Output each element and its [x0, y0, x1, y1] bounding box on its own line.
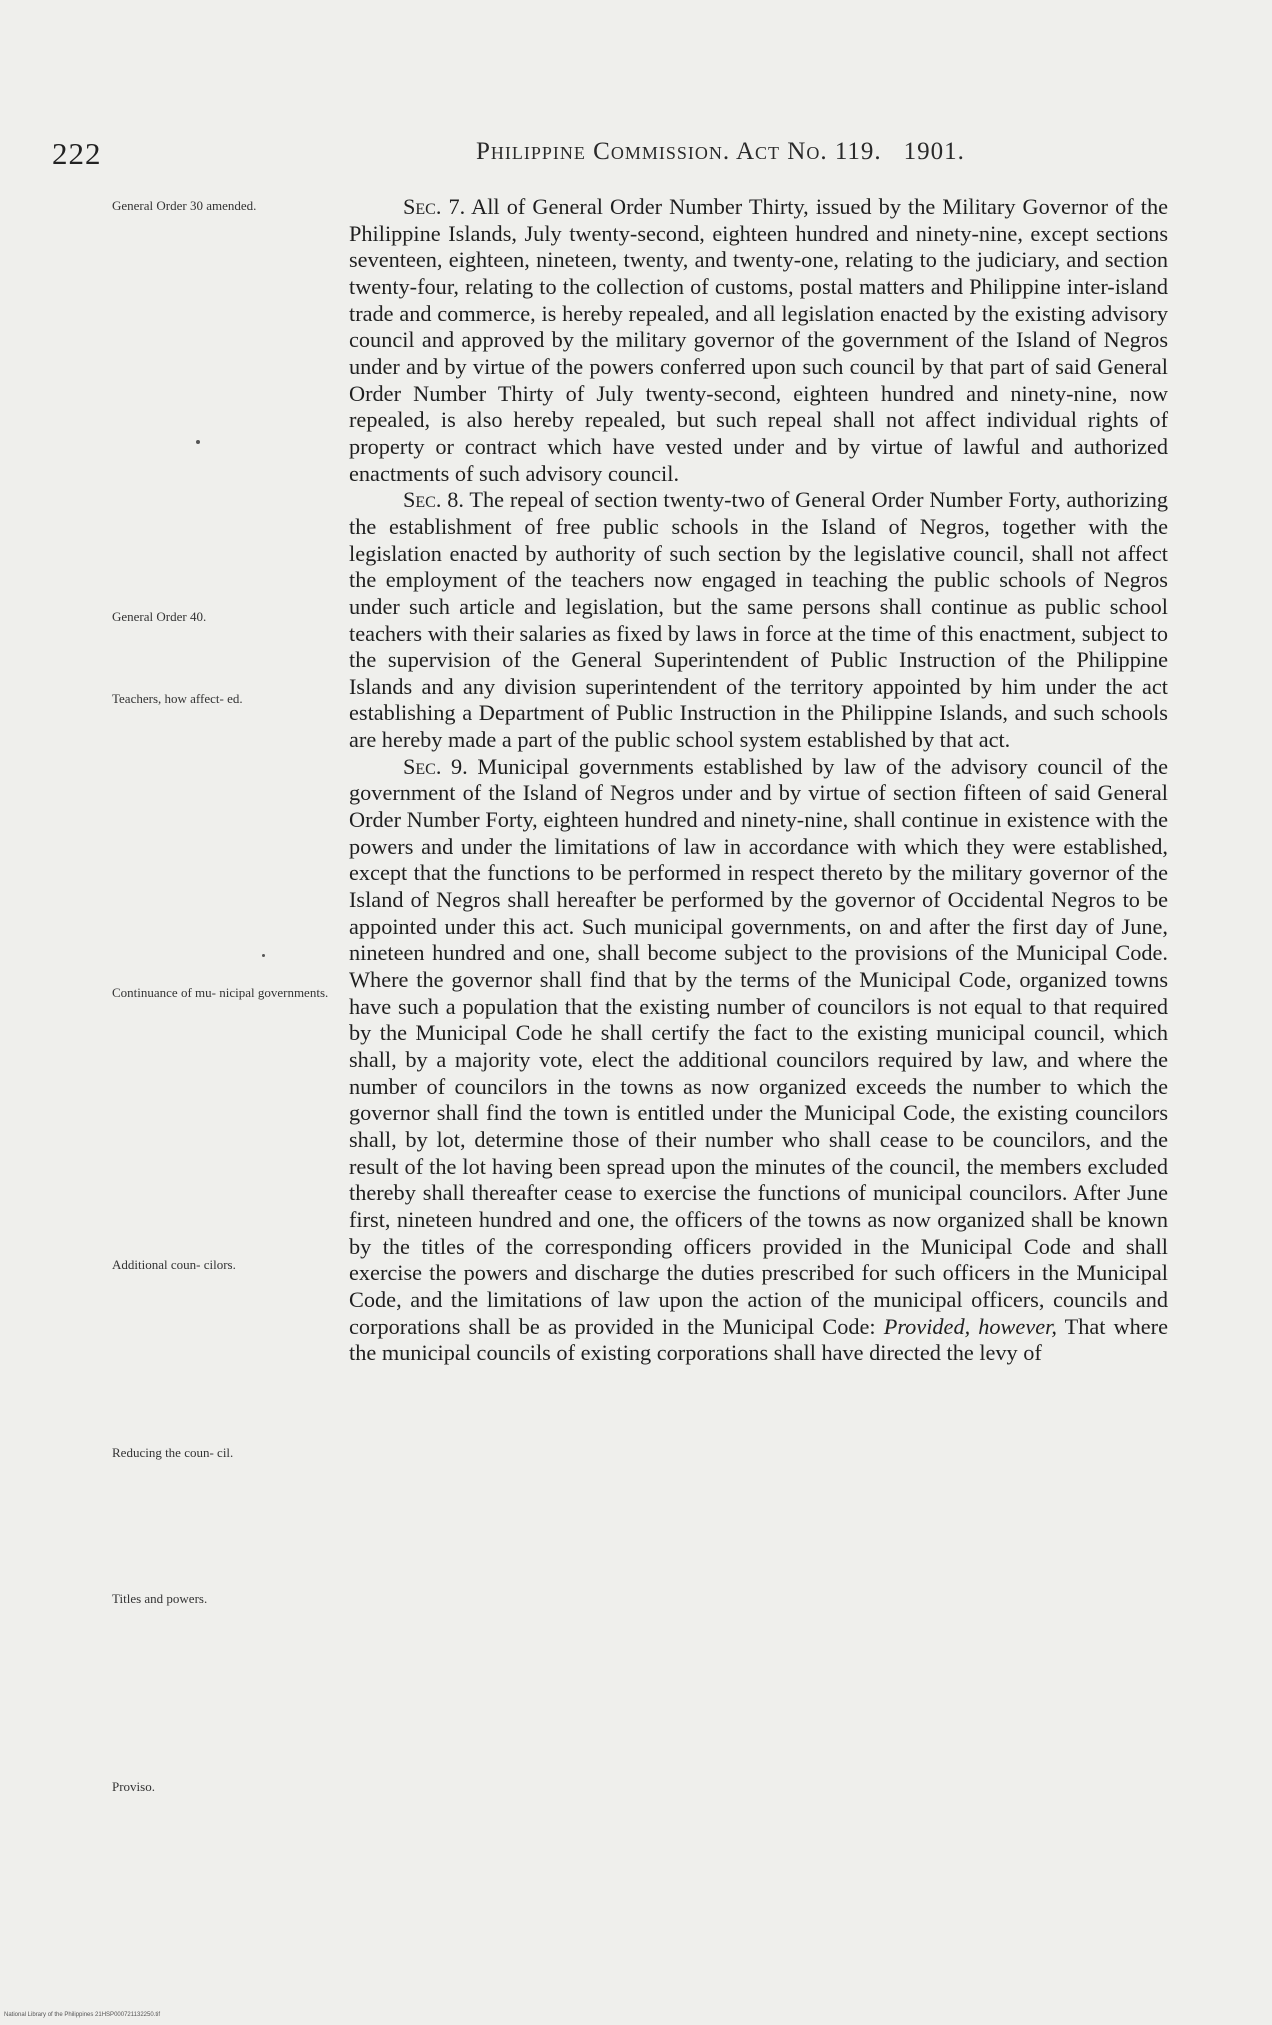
margin-note-general-order-30: General Order 30 amended. [112, 198, 257, 213]
section-7 [349, 194, 1168, 487]
footer-credit: National Library of the Philippines 21HSP000721132250.tif [4, 2012, 160, 2018]
scan-speck [196, 440, 200, 444]
scan-speck [262, 954, 265, 957]
section-9-text-continued: That where the municipal councils of existing corporations shall have directed the levy of [349, 1313, 1169, 1366]
margin-note-titles-powers: Titles and powers. [112, 1591, 208, 1606]
margin-note-general-order-40: General Order 40. [112, 609, 207, 624]
section-9-proviso-italic: Provided, however, [883, 1313, 1057, 1339]
section-9-text: Municipal governments established by law of the advisory council of the government of the Island of Negros under and by virtue of section fifteen of said General Order Number Forty, eighteen hundred and ninety-nine, shall continue in existence with the powers and under the limitations of law in accordance with which they were established, except that the functions to be performed in respect thereto by the military governor of the Island of Negros shall hereafter be performed by the governor of Occidental Negros to be appointed under this act. Such municipal governments, on and after the first day of June, nineteen hundred and one, shall become subject to the provisions of the Municipal Code. Where the governor shall find that by the terms of the Municipal Code, organized towns have such a population that the existing number of councilors is not equal to that required by the Municipal Code he shall certify the fact to the existing municipal council, which shall, by a majority vote, elect the additional councilors required by law, and where the number of councilors in the towns as now organized exceeds the number to which the governor shall find the town is entitled under the Municipal Code, the existing councilors shall, by lot, determine those of their number who shall cease to be councilors, and the result of the lot having been spread upon the minutes of the council, the members excluded thereby shall thereafter cease to exercise the functions of municipal councilors. After June first, nineteen hundred and one, the officers of the towns as now organized shall be known by the titles of the corresponding officers provided in the Municipal Code and shall exercise the powers and discharge the duties prescribed for such officers in the Municipal Code, and the limitations of law upon the action of the municipal officers, councils and corporations shall be as provided in the Municipal Code: [349, 753, 1169, 1339]
section-7-text: All of General Order Number Thirty, issued by the Military Governor of the Philippine Islands, July twenty-second, eighteen hundred and ninety-nine, except sections seventeen, eighteen, nineteen, twenty, and twenty-one, relating to the judiciary, and section twenty-four, relating to the collection of customs, postal matters and Philippine inter-island trade and commerce, is hereby repealed, and all legislation enacted by the existing advisory council and approved by the military governor of the government of the Island of Negros under and by virtue of the powers conferred upon such council by that part of said General Order Number Thirty of July twenty-second, eighteen hundred and ninety-nine, now repealed, is also hereby repealed, but such repeal shall not affect individual rights of property or contract which have vested under and by virtue of lawful and authorized enactments of such advisory council. [349, 194, 1169, 486]
running-head-title: Philippine Commission. Act No. 119. [476, 138, 882, 165]
section-7-label: Sec. 7. [403, 194, 466, 219]
margin-note-reducing-council: Reducing the coun- cil. [112, 1445, 234, 1460]
section-9 [349, 754, 1168, 1367]
running-head [476, 138, 965, 166]
running-head-year: 1901. [903, 138, 965, 165]
margin-note-continuance: Continuance of mu- nicipal governments. [112, 985, 329, 1000]
section-8 [349, 487, 1168, 754]
section-8-label: Sec. 8. [403, 487, 464, 513]
section-8-text: The repeal of section twenty-two of General Order Number Forty, authorizing the establishment of free public schools in the Island of Negros, together with the legislation enacted by authority of such section by the legislative council, shall not affect the employment of the teachers now engaged in teaching the public schools of Negros under such article and legislation, but the same persons shall continue as public school teachers with their salaries as fixed by laws in force at the time of this enactment, subject to the supervision of the General Superintendent of Public Instruction of the Philippine Islands and any division superintendent of the territory appointed by him under the act establishing a Department of Public Instruction in the Philippine Islands, and such schools are hereby made a part of the public school system established by that act. [349, 487, 1168, 753]
margin-note-proviso: Proviso. [112, 1779, 155, 1794]
margin-note-teachers: Teachers, how affect- ed. [112, 691, 243, 706]
page-number: 222 [52, 136, 102, 171]
section-9-label: Sec. 9. [403, 753, 468, 779]
act-body [349, 194, 1168, 1367]
margin-note-additional-councilors: Additional coun- cilors. [112, 1257, 236, 1272]
